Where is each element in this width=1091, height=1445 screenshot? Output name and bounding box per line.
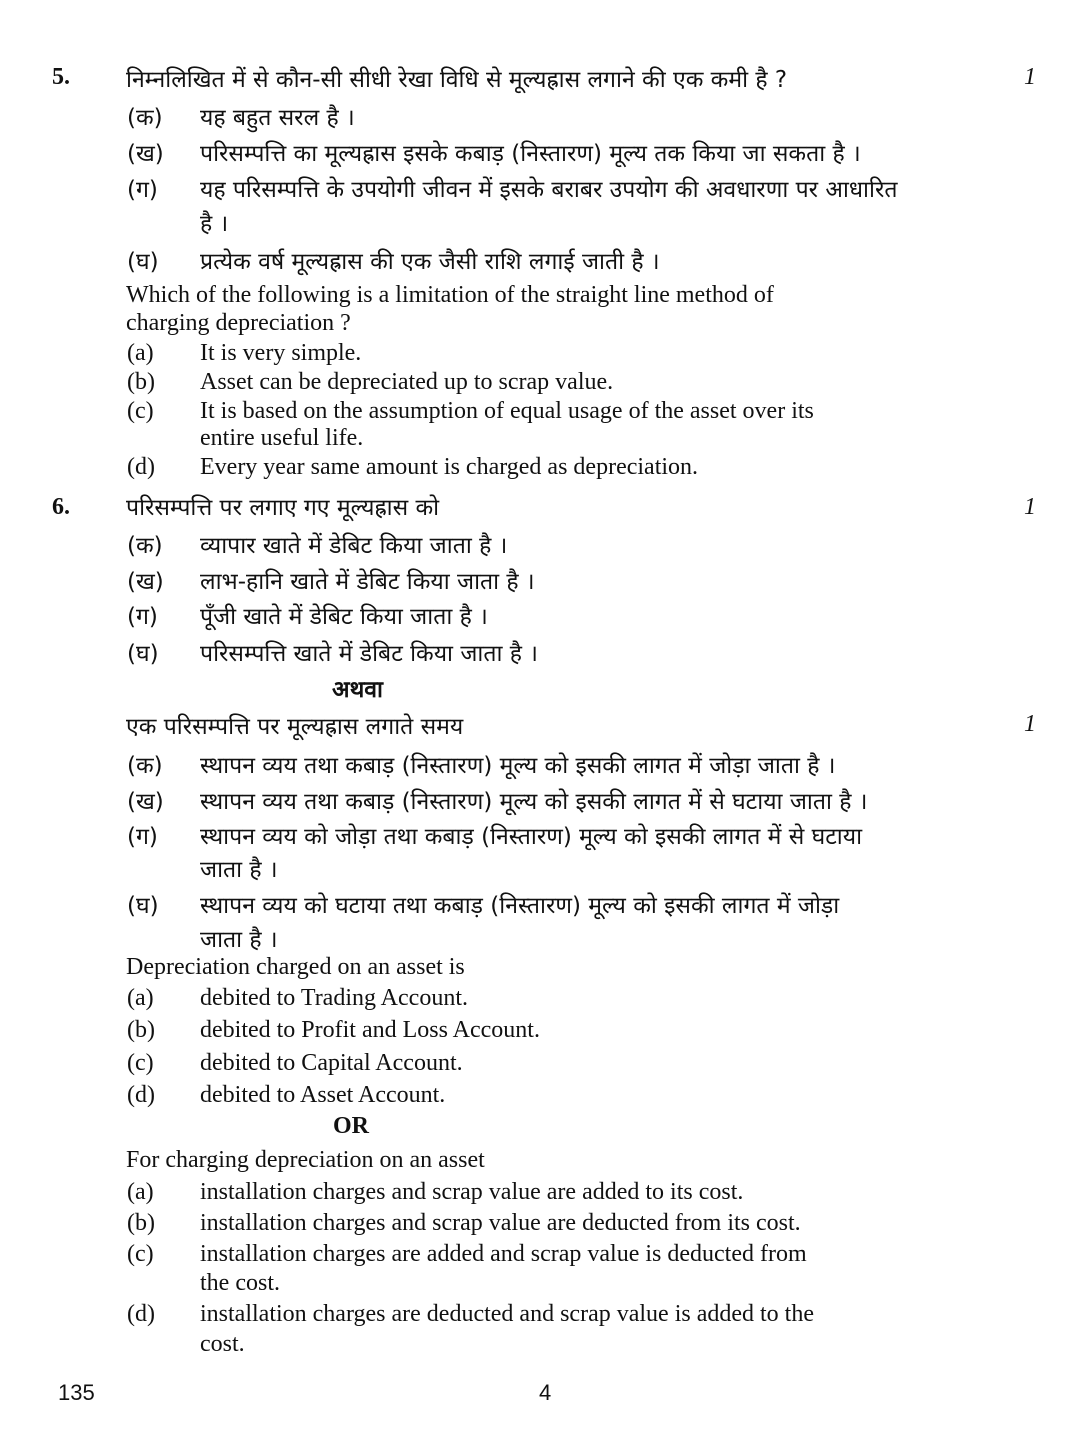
q6-or-hi-option-gha-label: (घ) (127, 893, 159, 919)
q5-hi-option-ga-label: (ग) (127, 177, 158, 203)
q6-hi-option-ga-label: (ग) (127, 604, 158, 630)
question-5-english-line1-text: Which of the following is a limitation of the straight line method of (126, 282, 774, 308)
question-6-or-hindi-text: एक परिसम्पत्ति पर मूल्यह्रास लगाते समय (126, 714, 464, 740)
q6-or-en-option-d-text-line1: installation charges are deducted and scrap value is added to the (200, 1301, 814, 1327)
page-number: 4 (539, 1380, 552, 1405)
q6-or-en-option-c-label: (c) (127, 1241, 154, 1267)
q6-or-en-option-b-text: installation charges and scrap value are deducted from its cost. (200, 1210, 801, 1236)
q6-en-option-c-label: (c) (127, 1050, 154, 1076)
q6-en-option-b-text: debited to Profit and Loss Account. (200, 1017, 540, 1043)
q5-en-option-d-text: Every year same amount is charged as depreciation. (200, 454, 699, 480)
paper-code: 135 (58, 1380, 95, 1405)
q6-or-hi-option-gha-text-line2: जाता है । (200, 927, 278, 953)
question-6-number: 6. (52, 494, 70, 520)
q6-hi-option-ka-label: (क) (127, 533, 163, 559)
q6-or-en-option-a-label: (a) (127, 1179, 154, 1205)
q6-or-hi-option-ga-text-line1: स्थापन व्यय को जोड़ा तथा कबाड़ (निस्तारण) मूल्य को इसकी लागत में से घटाया (200, 824, 863, 850)
q6-or-hi-option-ga-label: (ग) (127, 824, 158, 850)
q5-en-option-b-label: (b) (127, 369, 155, 395)
q6-or-hi-option-ga-text-line2: जाता है । (200, 857, 278, 883)
q6-or-en-option-c-text-line2: the cost. (200, 1270, 280, 1296)
question-6-marks: 1 (1024, 494, 1036, 520)
question-5-marks: 1 (1024, 64, 1036, 90)
q6-or-hi-option-ka-text: स्थापन व्यय तथा कबाड़ (निस्तारण) मूल्य को इसकी लागत में जोड़ा जाता है । (200, 753, 836, 779)
q6-or-hi-option-ka-label: (क) (127, 753, 163, 779)
question-6-hindi-text: परिसम्पत्ति पर लगाए गए मूल्यह्रास को (126, 495, 440, 521)
q6-en-option-b-label: (b) (127, 1017, 155, 1043)
q6-hi-option-kha-text: लाभ-हानि खाते में डेबिट किया जाता है । (200, 569, 535, 595)
q6-hi-option-gha-text: परिसम्पत्ति खाते में डेबिट किया जाता है । (200, 641, 538, 667)
q6-or-en-option-a-text: installation charges and scrap value are added to its cost. (200, 1179, 744, 1205)
q6-en-option-a-label: (a) (127, 985, 154, 1011)
q5-en-option-b-text: Asset can be depreciated up to scrap value. (200, 369, 614, 395)
q6-en-option-d-label: (d) (127, 1082, 155, 1108)
q6-or-hi-option-kha-text: स्थापन व्यय तथा कबाड़ (निस्तारण) मूल्य को इसकी लागत में से घटाया जाता है । (200, 789, 868, 815)
question-5-english-text-line2: charging depreciation ? (126, 310, 351, 336)
q6-or-en-option-b-label: (b) (127, 1210, 155, 1236)
or-separator-hindi: अथवा (332, 677, 384, 703)
q6-en-option-a-text: debited to Trading Account. (200, 985, 468, 1011)
q6-or-en-option-d-text-line2: cost. (200, 1331, 245, 1357)
q5-en-option-a-text: It is very simple. (200, 340, 362, 366)
q5-hi-option-ka-text: यह बहुत सरल है । (200, 105, 355, 131)
q5-en-option-c-text-line1: It is based on the assumption of equal usage of the asset over its (200, 398, 814, 424)
q6-hi-option-kha-label: (ख) (127, 569, 164, 595)
q5-en-option-c-label: (c) (127, 398, 154, 424)
question-6-or-marks: 1 (1024, 711, 1036, 737)
q5-en-option-d-label: (d) (127, 454, 155, 480)
question-5-hindi-text: निम्नलिखित में से कौन-सी सीधी रेखा विधि से मूल्यह्रास लगाने की एक कमी है ? (126, 67, 788, 93)
q5-hi-option-gha-text: प्रत्येक वर्ष मूल्यह्रास की एक जैसी राशि लगाई जाती है । (200, 249, 660, 275)
q6-or-hi-option-gha-text-line1: स्थापन व्यय को घटाया तथा कबाड़ (निस्तारण) मूल्य को इसकी लागत में जोड़ा (200, 893, 840, 919)
or-separator-english: OR (333, 1113, 369, 1139)
question-5-number: 5. (52, 64, 70, 90)
q5-hi-option-ga-text-line1: यह परिसम्पत्ति के उपयोगी जीवन में इसके बराबर उपयोग की अवधारणा पर आधारित (200, 177, 898, 203)
q5-hi-option-ga-text-line2: है । (200, 211, 229, 237)
question-6-or-english-text: For charging depreciation on an asset (126, 1147, 485, 1173)
q6-hi-option-ka-text: व्यापार खाते में डेबिट किया जाता है । (200, 533, 508, 559)
q6-en-option-c-text: debited to Capital Account. (200, 1050, 463, 1076)
q6-en-option-d-text: debited to Asset Account. (200, 1082, 446, 1108)
q5-en-option-c-text-line2: entire useful life. (200, 425, 364, 451)
q5-hi-option-ka-label: (क) (127, 105, 163, 131)
q5-hi-option-gha-label: (घ) (127, 249, 159, 275)
q6-hi-option-gha-label: (घ) (127, 641, 159, 667)
q5-hi-option-kha-label: (ख) (127, 141, 164, 167)
q6-or-en-option-d-label: (d) (127, 1301, 155, 1327)
q6-or-hi-option-kha-label: (ख) (127, 789, 164, 815)
question-6-english-text: Depreciation charged on an asset is (126, 954, 465, 980)
q6-or-en-option-c-text-line1: installation charges are added and scrap value is deducted from (200, 1241, 807, 1267)
q5-en-option-a-label: (a) (127, 340, 154, 366)
q5-hi-option-kha-text: परिसम्पत्ति का मूल्यह्रास इसके कबाड़ (निस्तारण) मूल्य तक किया जा सकता है । (200, 141, 861, 167)
q6-hi-option-ga-text: पूँजी खाते में डेबिट किया जाता है । (200, 604, 488, 630)
question-5-english-text-line1 (126, 282, 980, 309)
